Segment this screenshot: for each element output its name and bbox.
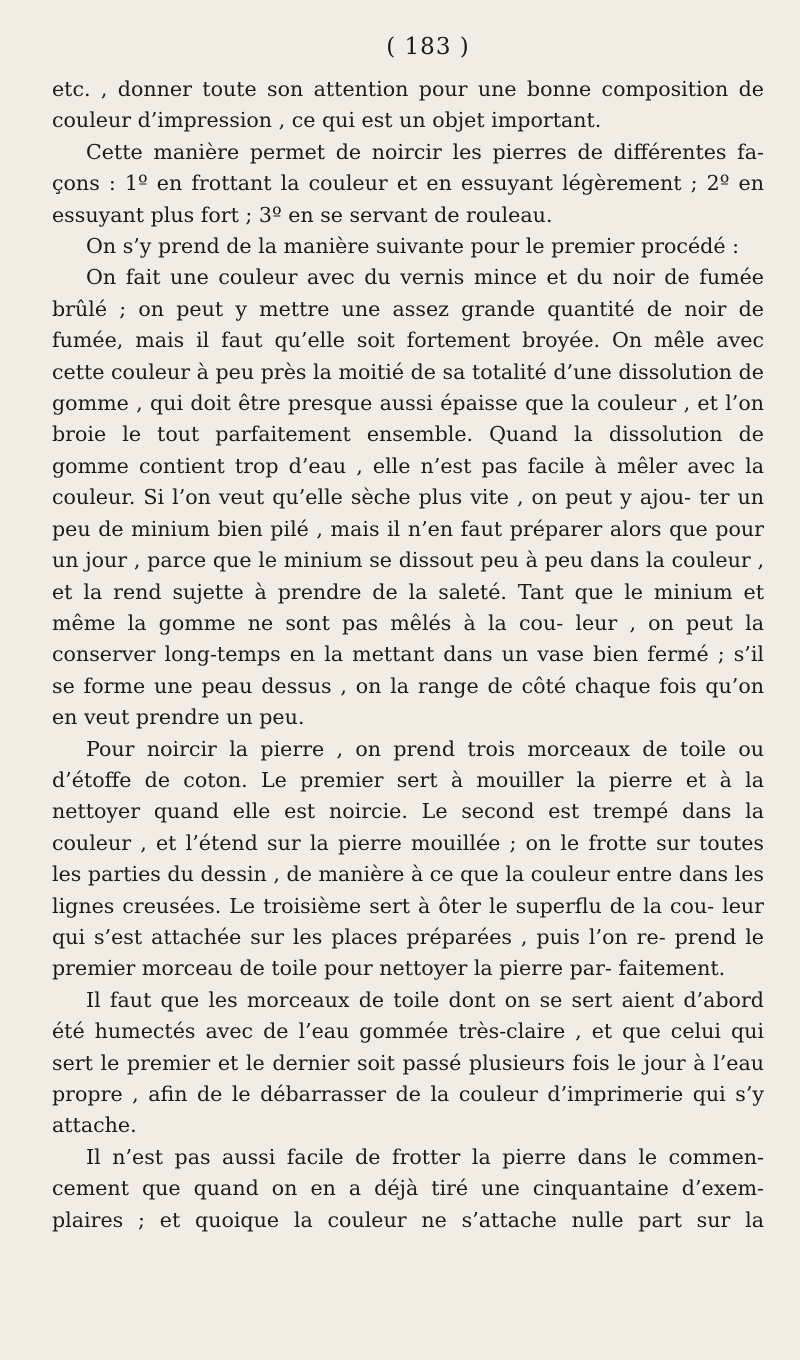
- paragraph-3: On s’y prend de la manière suivante pour le premier procédé :: [86, 234, 740, 259]
- page-number: ( 183 ): [386, 34, 470, 60]
- paragraph-5: Pour noircir la pierre , on prend trois morceaux de toile ou d’étoffe de coton. Le premier sert à mouiller la pierre et à la nettoyer quand elle est noircie. Le second est trempé dans la couleur , et l’étend sur la pierre mouillée ; on le frotte sur toutes les parties du dessin , de manière à ce que la couleur entre dans les lignes creusées. Le troisième sert à ôter le superflu de la cou- leur qui s’est attachée sur les places préparées , puis l’on re- prend le premier morceau de toile pour nettoyer la pierre par- faitement.: [52, 736, 764, 981]
- paragraph-4: On fait une couleur avec du vernis mince et du noir de fumée brûlé ; on peut y mettre une assez grande quantité de noir de fumée, mais il faut qu’elle soit fortement broyée. On mêle avec cette couleur à peu près la moitié de sa totalité d’une dissolution de gomme , qui doit être presque aussi épaisse que la couleur , et l’on broie le tout parfaitement ensemble. Quand la dissolution de gomme contient trop d’eau , elle n’est pas facile à mêler avec la couleur. Si l’on veut qu’elle sèche plus vite , on peut y ajou- ter un peu de minium bien pilé , mais il n’en faut préparer alors que pour un jour , parce que le minium se dissout peu à peu dans la couleur , et la rend sujette à prendre de la saleté. Tant que le minium et même la gomme ne sont pas mêlés à la cou- leur , on peut la conserver long-temps en la mettant dans un vase bien fermé ; s’il se forme une peau dessus , on la range de côté chaque fois qu’on en veut prendre un peu.: [52, 265, 764, 730]
- paragraph-2: Cette manière permet de noircir les pierres de différentes fa- çons : 1º en frottant la couleur et en essuyant légèrement ; 2º en essuyant plus fort ; 3º en se servant de rouleau.: [52, 139, 764, 227]
- paragraph-1: etc. , donner toute son attention pour une bonne composition de couleur d’impression , ce qui est un objet important.: [52, 77, 764, 133]
- body-text: [52, 74, 764, 1236]
- paragraph-6: Il faut que les morceaux de toile dont on se sert aient d’abord été humectés avec de l’eau gommée très-claire , et que celui qui sert le premier et le dernier soit passé plusieurs fois le jour à l’eau propre , afin de le débarrasser de la couleur d’imprimerie qui s’y attache.: [52, 987, 764, 1138]
- paragraph-7: Il n’est pas aussi facile de frotter la pierre dans le commen- cement que quand on en a déjà tiré une cinquantaine d’exem- plaires ; et quoique la couleur ne s’attache nulle part sur la: [52, 1144, 764, 1232]
